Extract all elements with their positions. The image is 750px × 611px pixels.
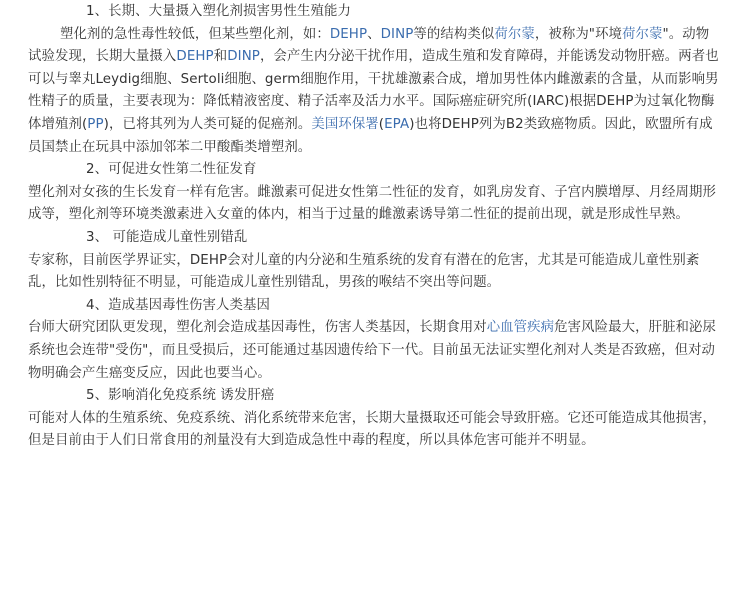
inline-link[interactable]: 心血管疾病 — [486, 320, 555, 336]
inline-link[interactable]: DEHP — [176, 49, 214, 65]
paragraph-text: )，已将其列为人类可疑的促癌剂。 — [103, 116, 312, 132]
section-paragraph — [28, 250, 722, 295]
inline-link[interactable]: 荷尔蒙 — [622, 26, 663, 42]
paragraph-text: "。动物试验发现，长期大量摄入 — [28, 26, 710, 65]
inline-link[interactable]: DINP — [227, 49, 260, 65]
section-heading: 4、造成基因毒性伤害人类基因 — [86, 297, 270, 313]
paragraph-text: )也将DEHP列为B2类致癌物质。因此，欧盟所有成员国禁止在玩具中添加邻苯二甲酸酯类增塑剂。 — [28, 116, 713, 155]
paragraph-text: 可能对人体的生殖系统、免疫系统、消化系统带来危害，长期大量摄取还可能会导致肝癌。它还可能造成其他损害，但是目前由于人们日常食用的剂量没有大到造成急性中毒的程度，所以具体危害可能并不明显。 — [28, 410, 717, 449]
paragraph-text: 危害风险最大，肝脏和泌尿系统也会连带"受伤"，而且受损后，还可能通过基因遗传给下一代。目前虽无法证实塑化剂对人类是否致癌，但对动物明确会产生癌变反应，因此也要当心。 — [28, 320, 717, 381]
inline-link[interactable]: DINP — [380, 26, 414, 42]
section-paragraph — [28, 182, 722, 227]
section-heading: 1、长期、大量摄入塑化剂损害男性生殖能力 — [86, 4, 351, 19]
paragraph-text: 、 — [367, 26, 381, 42]
section-paragraph — [28, 408, 722, 453]
inline-link[interactable]: PP — [87, 116, 104, 132]
section-paragraph — [28, 317, 722, 385]
paragraph-text: 等的结构类似 — [413, 26, 495, 42]
section-paragraph — [28, 24, 722, 160]
paragraph-text: ，被称为"环境 — [534, 26, 623, 42]
inline-link[interactable]: 荷尔蒙 — [494, 26, 535, 42]
paragraph-text: 塑化剂的急性毒性较低，但某些塑化剂，如： — [60, 26, 330, 42]
paragraph-text: 专家称，目前医学界证实，DEHP会对儿童的内分泌和生殖系统的发育有潜在的危害，尤其是可能造成儿童性别紊乱，比如性别特征不明显，可能造成儿童性别错乱，男孩的喉结不突出等问题。 — [28, 252, 700, 291]
inline-link[interactable]: DEHP — [329, 26, 368, 42]
inline-link[interactable]: EPA — [384, 116, 410, 132]
section-heading: 3、 可能造成儿童性别错乱 — [86, 229, 248, 245]
inline-link[interactable]: 美国环保署 — [311, 116, 379, 132]
paragraph-text: ( — [378, 116, 385, 132]
paragraph-text: 塑化剂对女孩的生长发育一样有危害。雌激素可促进女性第二性征的发育，如乳房发育、子宫内膜增厚、月经周期形成等，塑化剂等环境类激素进入女童的体内，相当于过量的雌激素诱导第二性征的提前出现，就是形成性早熟。 — [28, 184, 717, 223]
paragraph-text: 和 — [213, 49, 228, 65]
section-heading: 2、可促进女性第二性征发育 — [86, 162, 257, 178]
paragraph-text: ，会产生内分泌干扰作用，造成生殖和发育障碍，并能诱发动物肝癌。两者也可以与睾丸Leydig细胞、Sertoli细胞、germ细胞作用，干扰雄激素合成，增加男性体内雌激素的含量，从而影响男性精子的质量，主要表现为：降低精液密度、精子活率及活力水平。国际癌症研究所(IARC)根据DEHP为过氧化物酶体增殖剂( — [28, 49, 719, 132]
section-heading: 5、影响消化免疫系统 诱发肝癌 — [86, 388, 275, 404]
paragraph-text: 台师大研究团队更发现，塑化剂会造成基因毒性，伤害人类基因，长期食用对 — [28, 320, 487, 336]
